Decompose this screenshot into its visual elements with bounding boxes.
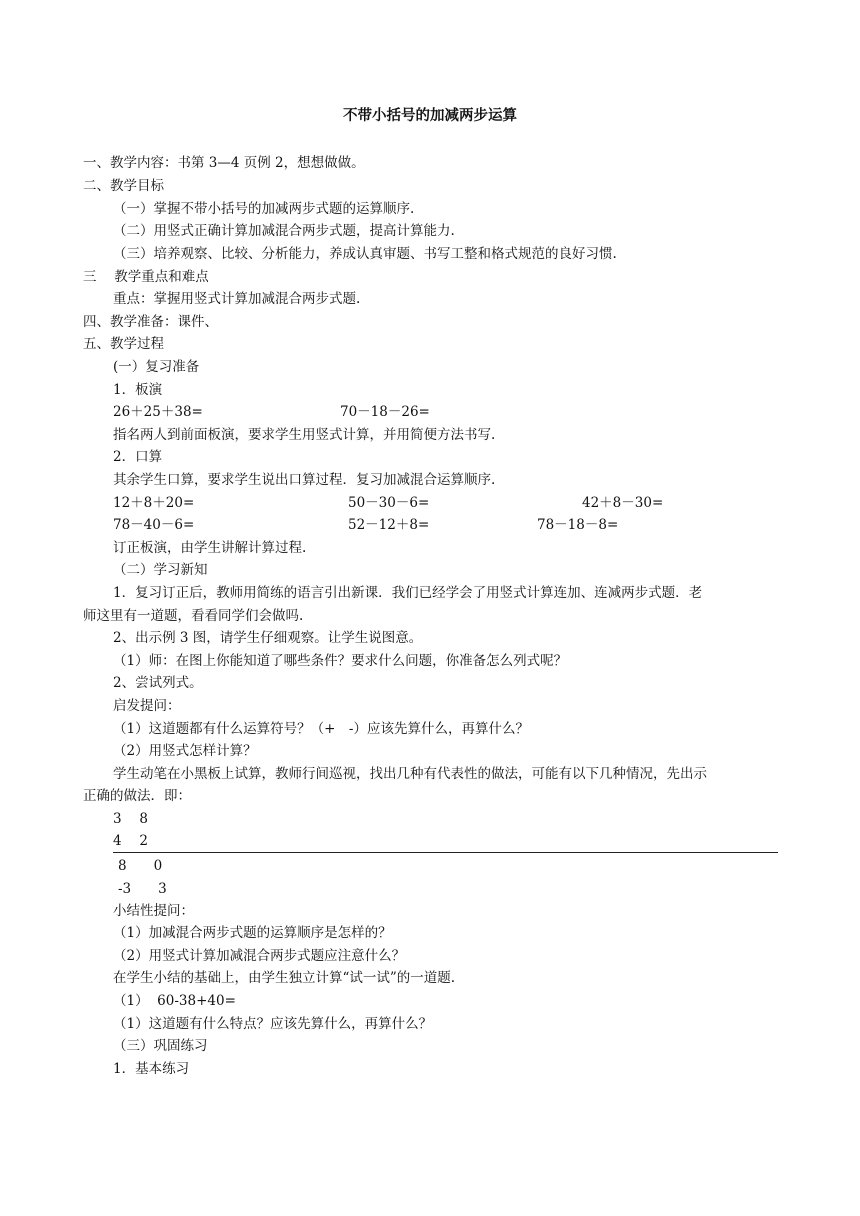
text-line: （1）加减混合两步式题的运算顺序是怎样的？	[113, 925, 392, 941]
subsection-heading: （二）学习新知	[113, 562, 208, 578]
text-line: 2、尝试列式。	[113, 675, 203, 691]
text-line: 指名两人到前面板演，要求学生用竖式计算，并用简便方法书写.	[113, 427, 496, 443]
text-line: 1．基本练习	[113, 1061, 190, 1077]
expression: （1） 60-38+40=	[113, 993, 236, 1009]
expression: 78－18－8=	[537, 517, 619, 533]
subsection-heading: （三）巩固练习	[113, 1038, 208, 1054]
text-line: 重点：掌握用竖式计算加减混合两步式题.	[113, 291, 361, 307]
vertical-calc-digits: 3 8	[113, 811, 148, 827]
section-heading: 二、教学目标	[83, 178, 164, 194]
text-line: （1）这道题都有什么运算符号？（+ -）应该先算什么，再算什么？	[113, 721, 529, 737]
text-line: （1）这道题有什么特点？应该先算什么，再算什么？	[113, 1016, 433, 1032]
text-line: （2）用竖式怎样计算？	[113, 743, 257, 759]
text-line: （一）掌握不带小括号的加减两步式题的运算顺序.	[113, 201, 415, 217]
text-line: 1．板演	[113, 382, 163, 398]
expression: 12＋8＋20=	[113, 495, 195, 511]
text-line: 小结性提问：	[113, 903, 194, 919]
text-line: 2．口算	[113, 449, 163, 465]
text-line: 2、出示例 3 图，请学生仔细观察。让学生说图意。	[113, 630, 423, 646]
text-line: 启发提问：	[113, 698, 181, 714]
expression: 78－40－6=	[113, 517, 195, 533]
text-line: （1）师：在图上你能知道了哪些条件？要求什么问题，你准备怎么列式呢？	[113, 653, 568, 669]
text-line: （2）用竖式计算加减混合两步式题应注意什么？	[113, 948, 406, 964]
text-line: 师这里有一道题，看看同学们会做吗.	[83, 608, 304, 624]
text-line: 正确的做法．即：	[83, 788, 191, 804]
section-heading: 五、教学过程	[83, 336, 164, 352]
vertical-calc-rule	[113, 852, 778, 853]
expression: 52－12＋8=	[348, 517, 430, 533]
section-heading: 三 教学重点和难点	[83, 269, 209, 285]
expression: 42＋8－30=	[582, 495, 664, 511]
text-line: （三）培养观察、比较、分析能力，养成认真审题、书写工整和格式规范的良好习惯.	[113, 246, 617, 262]
text-line: 一、教学内容：书第 3—4 页例 2，想想做做。	[83, 155, 365, 171]
section-heading: 四、教学准备：课件、	[83, 314, 218, 330]
text-line: 订正板演，由学生讲解计算过程.	[113, 540, 307, 556]
expression: 70－18－26=	[340, 404, 430, 420]
vertical-calc-digits: 4 2	[113, 833, 148, 849]
vertical-calc-digits: -3 3	[118, 881, 167, 897]
text-line: 其余学生口算，要求学生说出口算过程．复习加减混合运算顺序.	[113, 472, 496, 488]
text-line: （二）用竖式正确计算加减混合两步式题，提高计算能力.	[113, 223, 455, 239]
expression: 26＋25＋38=	[113, 404, 203, 420]
text-line: 学生动笔在小黑板上试算，教师行间巡视，找出几种有代表性的做法，可能有以下几种情况，先出示	[113, 766, 707, 782]
text-line: 在学生小结的基础上，由学生独立计算“试一试”的一道题.	[113, 970, 456, 986]
subsection-heading: (一）复习准备	[113, 359, 200, 375]
text-line: 1．复习订正后，教师用简练的语言引出新课．我们已经学会了用竖式计算连加、连减两步式题．老	[113, 585, 703, 601]
expression: 50－30－6=	[348, 495, 430, 511]
vertical-calc-digits: 8 0	[118, 858, 163, 874]
document-title: 不带小括号的加减两步运算	[343, 108, 517, 124]
